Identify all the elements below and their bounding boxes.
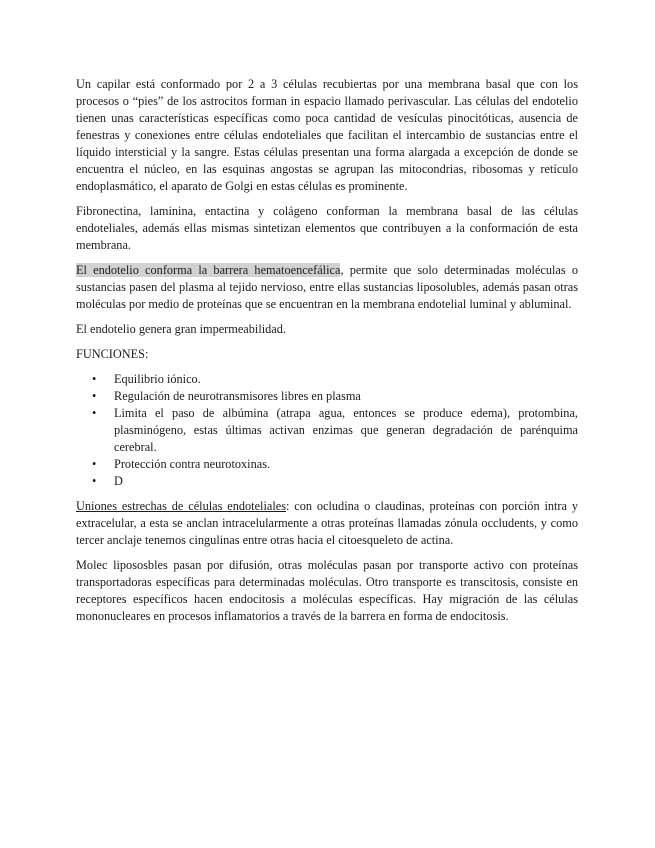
document-page <box>76 76 578 633</box>
bullet-icon: • <box>92 474 97 488</box>
paragraph-capilar: Un capilar está conformado por 2 a 3 células recubiertas por una membrana basal que con los procesos o “pies” de los astrocitos forman in espacio llamado perivascular. Las células del endotelio tienen unas características específicas como poca cantidad de vesículas pinocitóticas, ausencia de fenestras y conexiones entre células endoteliales que facilitan el intercambio de sustancias entre el líquido intersticial y la sangre. Estas células presentan una forma alargada a excepción de donde se encuentra el núcleo, en las esquinas angostas se agrupan las mitocondrias, ribosomas y retículo endoplasmático, el aparato de Golgi en estas células es prominente. <box>76 77 578 193</box>
paragraph-barrera-text: , permite que solo determinadas moléculas o sustancias pasen del plasma al tejido nervioso, entre ellas sustancias liposolubles, además pasan otras moléculas por medio de proteínas que se encuentran en la membrana endotelial luminal y abluminal. <box>76 263 578 311</box>
paragraph-transporte: Molec lipososbles pasan por difusión, otras moléculas pasan por transporte activo con proteínas transportadoras específicas para determinadas moléculas. Otro transporte es transcitosis, consiste en receptores específicos hacen endocitosis a moléculas específicas. Hay migración de las células mononucleares en procesos inflamatorios a través de la barrera en forma de endocitosis. <box>76 558 578 623</box>
paragraph-uniones-text: : con ocludina o claudinas, proteínas con porción intra y extracelular, a esta se anclan intracelularmente a otras proteínas llamadas zónula occludents, y como tercer anclaje tenemos cingulinas entre otras hacia el citoesqueleto de actina. <box>76 499 578 547</box>
paragraph-barrera <box>76 262 578 313</box>
bullet-icon: • <box>92 406 97 420</box>
funciones-list <box>76 371 578 490</box>
bullet-icon: • <box>92 457 97 471</box>
paragraph-uniones <box>76 498 578 549</box>
list-item <box>76 473 578 490</box>
highlighted-text[interactable]: El endotelio conforma la barrera hematoencefálica <box>76 263 341 277</box>
list-item <box>76 405 578 456</box>
underlined-text: Uniones estrechas de células endoteliales <box>76 499 286 513</box>
list-item-text: D <box>114 474 123 488</box>
list-item <box>76 388 578 405</box>
funciones-heading: FUNCIONES: <box>76 347 149 361</box>
list-item-text: Protección contra neurotoxinas. <box>114 457 271 471</box>
list-item-text: Regulación de neurotransmisores libres en plasma <box>114 389 361 403</box>
paragraph-membrana-basal: Fibronectina, laminina, entactina y colágeno conforman la membrana basal de las células endoteliales, además ellas mismas sintetizan elementos que contribuyen a la conformación de esta membrana. <box>76 204 578 252</box>
list-item-text: Limita el paso de albúmina (atrapa agua, entonces se produce edema), protombina, plasminógeno, estas últimas activan enzimas que generan degradación de parénquima cerebral. <box>114 406 578 454</box>
bullet-icon: • <box>92 372 97 386</box>
list-item <box>76 456 578 473</box>
list-item <box>76 371 578 388</box>
paragraph-impermeabilidad: El endotelio genera gran impermeabilidad. <box>76 322 286 336</box>
bullet-icon: • <box>92 389 97 403</box>
list-item-text: Equilibrio iónico. <box>114 372 201 386</box>
